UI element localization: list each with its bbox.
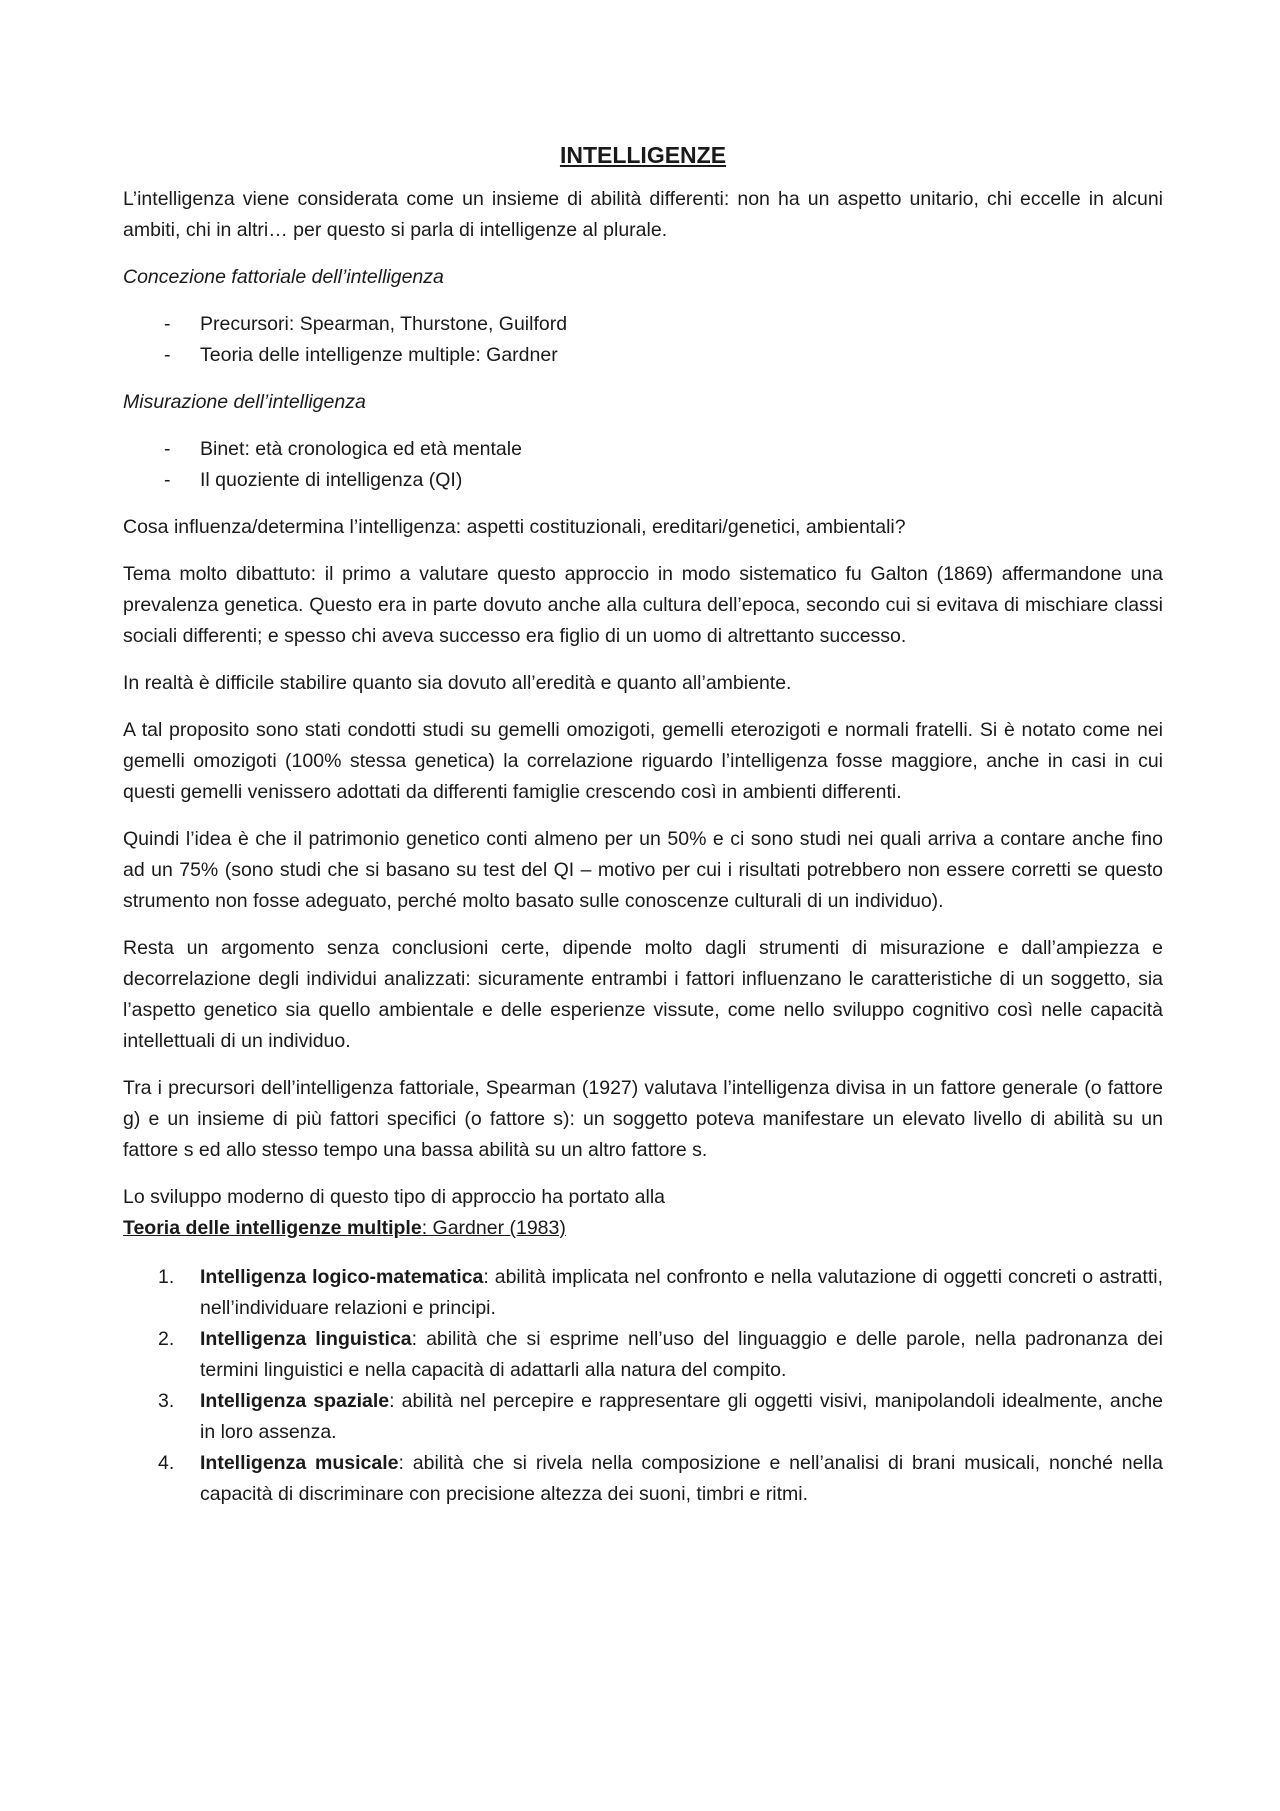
intelligence-name: Intelligenza logico-matematica [200,1266,484,1288]
body-paragraph: Resta un argomento senza conclusioni certe, dipende molto dagli strumenti di misurazione e dall’ampiezza e decorrelazione degli individui analizzati: sicuramente entrambi i fattori influenzano le caratteristiche di un soggetto, sia l’aspetto genetico sia quello ambientale e delle esperienze vissute, come nello sviluppo cognitivo così nelle capacità intellettuali di un individuo. [123,937,1163,1052]
body-paragraph: Tema molto dibattuto: il primo a valutare questo approccio in modo sistematico fu Galton (1869) affermandone una prevalenza genetica. Questo era in parte dovuto anche alla cultura dell’epoca, secondo cui si evitava di mischiare classi sociali differenti; e spesso chi aveva successo era figlio di un uomo di altrettanto successo. [123,563,1163,647]
intelligence-name: Intelligenza musicale [200,1452,399,1474]
section-heading-factorial: Concezione fattoriale dell’intelligenza [123,266,444,288]
theory-label: Teoria delle intelligenze multiple [123,1217,422,1239]
list-item: 1. Intelligenza logico-matematica: abilità implicata nel confronto e nella valutazione di oggetti concreti o astratti, nell’individuare relazioni e principi. [158,1266,1163,1319]
body-paragraph: Tra i precursori dell’intelligenza fattoriale, Spearman (1927) valutava l’intelligenza divisa in un fattore generale (o fattore g) e un insieme di più fattori specifici (o fattore s): un soggetto poteva manifestare un elevato livello di abilità su un fattore s ed allo stesso tempo una bassa abilità su un altro fattore s. [123,1077,1163,1161]
gardner-lead: Lo sviluppo moderno di questo tipo di approccio ha portato alla [123,1186,666,1208]
theory-author: : Gardner (1983) [421,1217,566,1239]
body-paragraph: Quindi l’idea è che il patrimonio genetico conti almeno per un 50% e ci sono studi nei quali arriva a contare anche fino ad un 75% (sono studi che si basano su test del QI – motivo per cui i risultati potrebbero non essere corretti se questo strumento non fosse adeguato, perché molto basato sulle conoscenze culturali di un individuo). [123,828,1163,912]
list-item: - Teoria delle intelligenze multiple: Gardner [164,344,558,366]
body-paragraph: In realtà è difficile stabilire quanto sia dovuto all’eredità e quanto all’ambiente. [123,672,792,694]
list-item: 3. Intelligenza spaziale: abilità nel percepire e rappresentare gli oggetti visivi, manipolandoli idealmente, anche in loro assenza. [158,1390,1164,1443]
section-heading-measurement: Misurazione dell’intelligenza [123,391,366,413]
measurement-list [123,434,1163,496]
list-item: 4. Intelligenza musicale: abilità che si rivela nella composizione e nell’analisi di brani musicali, nonché nella capacità di discriminare con precisione altezza dei suoni, timbri e ritmi. [158,1452,1163,1505]
document-page [123,140,1163,1510]
intelligences-list [123,1262,1163,1510]
list-item: - Precursori: Spearman, Thurstone, Guilford [164,313,568,335]
list-item: - Il quoziente di intelligenza (QI) [164,469,463,491]
document-title: INTELLIGENZE [559,142,727,168]
intelligence-name: Intelligenza spaziale [200,1390,390,1412]
body-paragraph: A tal proposito sono stati condotti studi su gemelli omozigoti, gemelli eterozigoti e normali fratelli. Si è notato come nei gemelli omozigoti (100% stessa genetica) la correlazione riguardo l’intelligenza fosse maggiore, anche in casi in cui questi gemelli venissero adottati da differenti famiglie crescendo così in ambienti differenti. [123,719,1163,803]
body-paragraph: Cosa influenza/determina l’intelligenza: aspetti costituzionali, ereditari/genetici, ambientali? [123,516,906,538]
intelligence-name: Intelligenza linguistica [200,1328,412,1350]
gardner-intro [123,1182,1163,1244]
list-item: - Binet: età cronologica ed età mentale [164,438,522,460]
list-item: 2. Intelligenza linguistica: abilità che si esprime nell’uso del linguaggio e delle parole, nella padronanza dei termini linguistici e nella capacità di adattarli alla natura del compito. [158,1328,1163,1381]
intro-paragraph: L’intelligenza viene considerata come un insieme di abilità differenti: non ha un aspetto unitario, chi eccelle in alcuni ambiti, chi in altri… per questo si parla di intelligenze al plurale. [123,188,1163,241]
factorial-list [123,309,1163,371]
